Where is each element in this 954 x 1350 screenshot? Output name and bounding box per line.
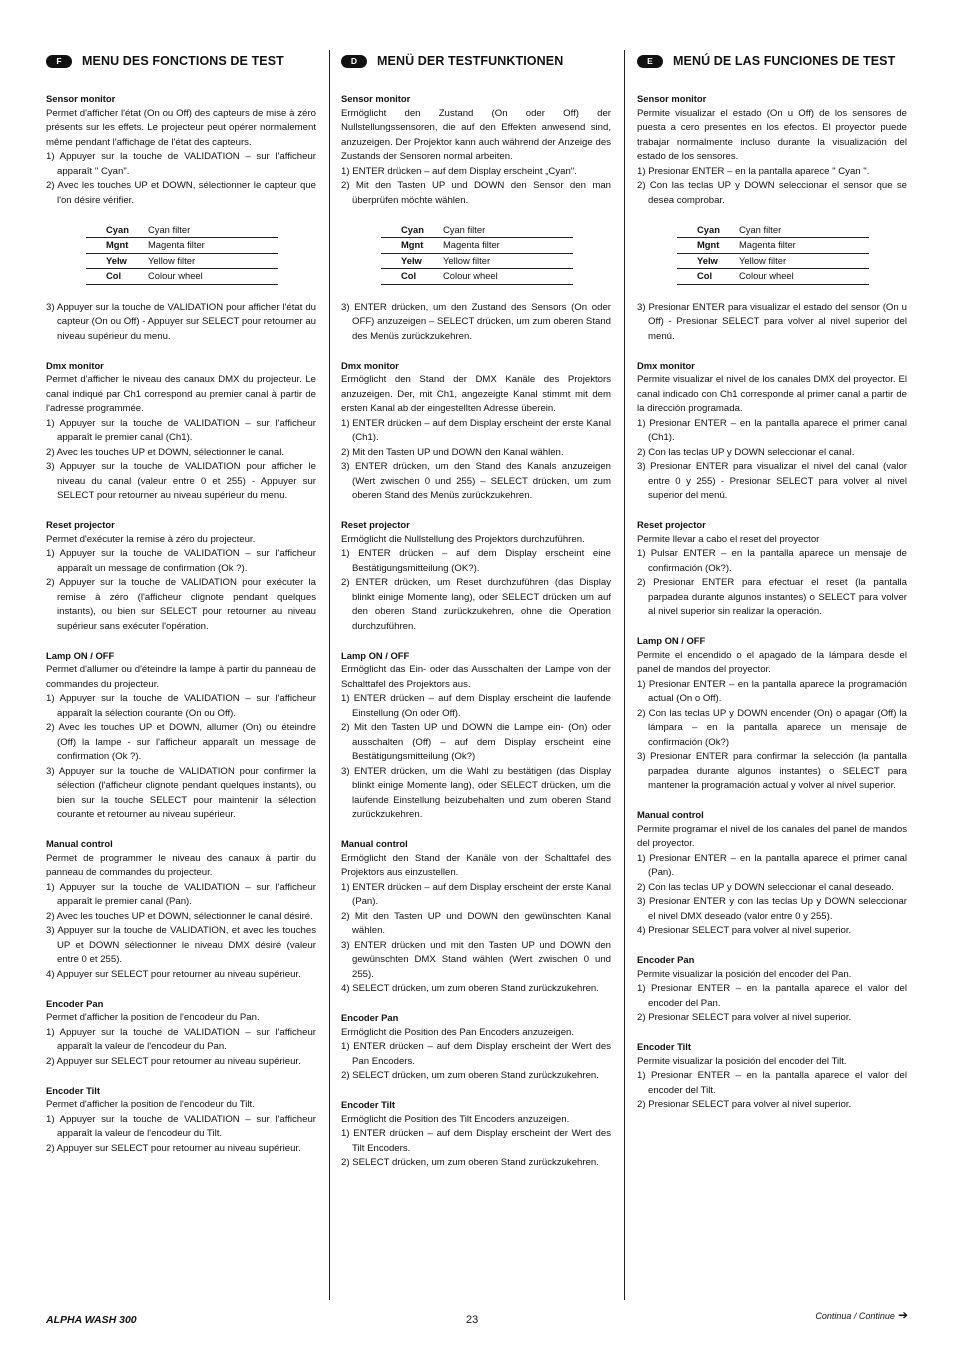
section-title: Encoder Tilt bbox=[341, 1099, 396, 1110]
step-item: 1) Appuyer sur la touche de VALIDATION – sur l'afficheur apparaît un message de confirmation (Ok ?). bbox=[46, 548, 316, 574]
menu-section bbox=[637, 953, 907, 1026]
table-row bbox=[677, 238, 869, 254]
step-item: 1) Appuyer sur la touche de VALIDATION – sur l'afficheur apparaît la valeur de l'encodeur du Tilt. bbox=[46, 1113, 316, 1139]
step-list bbox=[46, 881, 316, 983]
sensor-name: Colour wheel bbox=[739, 269, 869, 285]
step-item: 1) Presionar ENTER – en la pantalla aparece " Cyan ". bbox=[637, 165, 870, 177]
menu-section bbox=[341, 1011, 611, 1084]
continue-label: Continua / Continue bbox=[815, 1311, 895, 1321]
step-item: 3) Appuyer sur la touche de VALIDATION pour afficher le niveau du canal (valeur entre 0 et 255) - Appuyer sur SELECT pour retourner au niveau supérieur du menu. bbox=[46, 461, 316, 501]
menu-section bbox=[637, 92, 907, 208]
page-number: 23 bbox=[466, 1314, 479, 1326]
step-item: 1) Pulsar ENTER – en la pantalla aparece un mensaje de confirmación (Ok?). bbox=[637, 548, 907, 574]
menu-section bbox=[46, 359, 316, 504]
table-row bbox=[381, 238, 573, 254]
step-list bbox=[46, 417, 316, 504]
step-item: 3) Appuyer sur la touche de VALIDATION pour afficher l'état du capteur (On ou Off) - Appuyer sur SELECT pour retourner au niveau supérieur du menu. bbox=[46, 301, 316, 342]
continue-note bbox=[815, 1308, 908, 1322]
step-item: 2) Con las teclas UP y DOWN seleccionar el sensor que se desea comprobar. bbox=[637, 180, 907, 206]
step-list bbox=[341, 165, 611, 209]
step-list bbox=[46, 150, 316, 208]
step-item: 2) Appuyer sur SELECT pour retourner au niveau supérieur. bbox=[46, 1055, 301, 1067]
section-title: Dmx monitor bbox=[637, 359, 695, 371]
menu-section bbox=[46, 997, 316, 1070]
sensor-name: Magenta filter bbox=[739, 238, 869, 254]
menu-section bbox=[637, 634, 907, 794]
menu-section bbox=[46, 301, 316, 345]
sensor-name: Yellow filter bbox=[148, 253, 278, 269]
step-item: 1) Appuyer sur la touche de VALIDATION – sur l'afficheur apparaît la sélection courante (On ou Off). bbox=[46, 693, 316, 719]
arrow-right-icon: ➔ bbox=[897, 1308, 908, 1322]
section-title: Encoder Pan bbox=[341, 1012, 399, 1023]
step-item: 3) Presionar ENTER para visualizar el estado del sensor (On u Off) - Presionar SELECT para volver al nivel superior del menú. bbox=[637, 301, 907, 342]
step-list bbox=[46, 301, 316, 345]
step-item: 1) Appuyer sur la touche de VALIDATION – sur l'afficheur apparaît le premier canal (Pan). bbox=[46, 881, 316, 907]
step-item: 1) ENTER drücken – auf dem Display erscheint der erste Kanal (Ch1). bbox=[341, 417, 611, 443]
column-spanish bbox=[637, 52, 907, 1127]
menu-section bbox=[46, 837, 316, 982]
menu-section bbox=[46, 649, 316, 823]
step-item: 3) ENTER drücken, um den Stand des Kanals anzuzeigen (Wert zwischen 0 und 255) – SELECT drücken, um zum oberen Stand des Menüs zurückzukehren. bbox=[341, 461, 611, 501]
step-list bbox=[46, 692, 316, 823]
step-list bbox=[46, 547, 316, 634]
sensor-code: Mgnt bbox=[677, 238, 739, 254]
step-list bbox=[341, 301, 611, 345]
step-item: 3) Presionar ENTER para confirmar la selección (la pantalla parpadea durante algunos instantes) o SELECT para mantener la programación actual y volver al nivel superior. bbox=[637, 751, 907, 791]
sensor-code: Yelw bbox=[381, 253, 443, 269]
menu-section bbox=[341, 301, 611, 345]
sensor-name: Colour wheel bbox=[443, 269, 573, 285]
section-title: Sensor monitor bbox=[46, 93, 116, 104]
section-description: Permet de programmer le niveau des canaux à partir du panneau de commandes du projecteur. bbox=[46, 852, 316, 878]
menu-section bbox=[637, 301, 907, 345]
step-item: 1) Presionar ENTER – en la pantalla aparece la programación actual (On o Off). bbox=[637, 678, 907, 704]
section-description: Ermöglicht den Zustand (On oder Off) der Nullstellungssensoren, die auf den Effekten anwesend sind, anzuzeigen. Der Projektor kann auch während der Anzeige des Zustands der Sensoren normal arbeiten. bbox=[341, 107, 611, 162]
column-french bbox=[46, 52, 316, 1171]
table-row bbox=[86, 223, 278, 238]
step-item: 1) Appuyer sur la touche de VALIDATION – sur l'afficheur apparaît la valeur de l'encodeur du Pan. bbox=[46, 1026, 316, 1052]
menu-section bbox=[637, 1040, 907, 1113]
sensor-table bbox=[381, 223, 573, 285]
menu-section bbox=[341, 92, 611, 208]
sensor-code: Col bbox=[381, 269, 443, 285]
step-item: 2) SELECT drücken, um zum oberen Stand zurückzukehren. bbox=[341, 1157, 599, 1168]
section-description: Permet d'afficher la position de l'encodeur du Pan. bbox=[46, 1012, 260, 1023]
step-list bbox=[341, 692, 611, 823]
section-title: Dmx monitor bbox=[341, 359, 399, 371]
sensor-name: Yellow filter bbox=[739, 253, 869, 269]
section-title: Lamp ON / OFF bbox=[341, 649, 410, 661]
step-list bbox=[341, 1040, 611, 1084]
section-title: Sensor monitor bbox=[637, 93, 707, 104]
section-heading: MENU DES FONCTIONS DE TEST bbox=[82, 53, 284, 68]
column-header bbox=[46, 52, 316, 70]
section-description: Permet d'exécuter la remise à zéro du projecteur. bbox=[46, 533, 256, 545]
step-item: 1) ENTER drücken – auf dem Display erscheint eine Bestätigungsmitteilung (OK?). bbox=[341, 548, 611, 574]
step-list bbox=[637, 417, 907, 504]
step-item: 2) Avec les touches UP et DOWN, sélectionner le canal désiré. bbox=[46, 910, 313, 922]
table-row bbox=[677, 253, 869, 269]
step-item: 2) Mit den Tasten UP und DOWN den Kanal wählen. bbox=[341, 446, 564, 458]
step-item: 1) ENTER drücken – auf dem Display erscheint der Wert des Pan Encoders. bbox=[341, 1041, 611, 1067]
step-item: 3) ENTER drücken und mit den Tasten UP und DOWN den gewünschten DMX Stand wählen (Wert zwischen 0 und 255). bbox=[341, 939, 611, 980]
sensor-name: Cyan filter bbox=[443, 223, 573, 238]
table-row bbox=[86, 253, 278, 269]
column-divider bbox=[624, 50, 625, 1300]
section-description: Permite visualizar el estado (On u Off) de los sensores de puesta a cero presentes en los efectos. El proyector puede trabajar normalmente incluso durante la visualización del estado de los sensores. bbox=[637, 107, 907, 162]
section-title: Reset projector bbox=[46, 519, 115, 530]
step-item: 2) Con las teclas UP y DOWN seleccionar el canal. bbox=[637, 446, 855, 458]
column-divider bbox=[329, 50, 330, 1300]
menu-section bbox=[341, 649, 611, 823]
section-heading: MENÚ DE LAS FUNCIONES DE TEST bbox=[673, 53, 896, 68]
table-row bbox=[677, 269, 869, 285]
table-row bbox=[677, 223, 869, 238]
step-item: 2) Presionar SELECT para volver al nivel superior. bbox=[637, 1099, 852, 1110]
section-description: Ermöglicht den Stand der DMX Kanäle des Projektors anzuzeigen. Der, mit Ch1, angezeigte Kanal stimmt mit dem ersten Kanal ab der eingestellten Adresse überein. bbox=[341, 374, 611, 414]
section-description: Permet d'allumer ou d'éteindre la lampe à partir du panneau de commandes du projecteur. bbox=[46, 664, 316, 690]
sensor-name: Magenta filter bbox=[148, 238, 278, 254]
section-title: Sensor monitor bbox=[341, 93, 411, 104]
section-title: Manual control bbox=[46, 838, 113, 849]
sensor-name: Cyan filter bbox=[739, 223, 869, 238]
sensor-code: Yelw bbox=[86, 253, 148, 269]
sensor-name: Cyan filter bbox=[148, 223, 278, 238]
menu-section bbox=[341, 518, 611, 634]
menu-section bbox=[341, 1098, 611, 1171]
step-item: 1) ENTER drücken – auf dem Display erscheint der Wert des Tilt Encoders. bbox=[341, 1128, 611, 1154]
section-heading: MENÜ DER TESTFUNKTIONEN bbox=[377, 53, 564, 68]
section-title: Dmx monitor bbox=[46, 359, 104, 371]
section-description: Permet d'afficher le niveau des canaux DMX du projecteur. Le canal indiqué par Ch1 correspond au premier canal à partir de l'adresse programmée. bbox=[46, 374, 316, 414]
section-description: Permite visualizar el nivel de los canales DMX del proyector. El canal indicado con Ch1 corresponde al primer canal a partir de la dirección programada. bbox=[637, 374, 907, 414]
sensor-table bbox=[677, 223, 869, 285]
step-item: 3) Presionar ENTER para visualizar el nivel del canal (valor entre 0 y 255) - Presionar SELECT para volver al nivel superior del menú. bbox=[637, 461, 907, 501]
step-item: 2) Appuyer sur SELECT pour retourner au niveau supérieur. bbox=[46, 1142, 301, 1154]
section-description: Permite llevar a cabo el reset del proyector bbox=[637, 533, 820, 545]
step-item: 2) Avec les touches UP et DOWN, sélectionner le canal. bbox=[46, 446, 285, 458]
sensor-table bbox=[86, 223, 278, 285]
step-item: 4) Presionar SELECT para volver al nivel superior. bbox=[637, 925, 852, 936]
section-description: Ermöglicht die Nullstellung des Projektors durchzuführen. bbox=[341, 533, 585, 545]
sensor-code: Col bbox=[86, 269, 148, 285]
step-item: 2) Mit den Tasten UP und DOWN die Lampe ein- (On) oder ausschalten (Off) – auf dem Display erscheint eine Bestätigungsmitteilung (Ok?) bbox=[341, 722, 611, 762]
step-item: 1) ENTER drücken – auf dem Display erscheint der erste Kanal (Pan). bbox=[341, 881, 611, 907]
menu-section bbox=[46, 1084, 316, 1157]
step-item: 3) Presionar ENTER y con las teclas Up y DOWN seleccionar el nivel DMX deseado (valor entre 0 y 255). bbox=[637, 896, 907, 922]
section-title: Encoder Pan bbox=[637, 954, 695, 965]
sensor-code: Mgnt bbox=[381, 238, 443, 254]
section-description: Permet d'afficher l'état (On ou Off) des capteurs de mise à zéro présents sur les effets. Le projecteur peut opérer normalement même pendant l'affichage de l'état des capteurs. bbox=[46, 107, 316, 148]
section-title: Encoder Tilt bbox=[637, 1041, 692, 1052]
sensor-name: Yellow filter bbox=[443, 253, 573, 269]
section-title: Manual control bbox=[341, 838, 408, 849]
menu-section bbox=[46, 92, 316, 208]
menu-section bbox=[341, 837, 611, 997]
table-row bbox=[86, 269, 278, 285]
step-list bbox=[637, 1069, 907, 1113]
step-item: 4) Appuyer sur SELECT pour retourner au niveau supérieur. bbox=[46, 968, 301, 980]
step-list bbox=[637, 547, 907, 620]
step-item: 2) Avec les touches UP et DOWN, sélectionner le capteur que l'on désire vérifier. bbox=[46, 180, 316, 206]
step-item: 2) ENTER drücken, um Reset durchzuführen (das Display blinkt einige Momente lang), oder SELECT drücken um auf den oberen Stand zurückzukehren, ohne die Operation durchzuführen. bbox=[341, 577, 611, 632]
sensor-code: Cyan bbox=[677, 223, 739, 238]
step-item: 2) SELECT drücken, um zum oberen Stand zurückzukehren. bbox=[341, 1070, 599, 1081]
step-item: 3) ENTER drücken, um den Zustand des Sensors (On oder OFF) anzuzeigen – SELECT drücken, um zum oberen Stand des Menüs zurückzukehren. bbox=[341, 301, 611, 342]
step-list bbox=[637, 852, 907, 939]
sensor-code: Yelw bbox=[677, 253, 739, 269]
step-item: 1) Appuyer sur la touche de VALIDATION – sur l'afficheur apparaît le premier canal (Ch1). bbox=[46, 417, 316, 443]
step-item: 1) ENTER drücken – auf dem Display erscheint die laufende Einstellung (On oder Off). bbox=[341, 693, 611, 719]
step-item: 2) Presionar ENTER para efectuar el reset (la pantalla parpadea durante algunos instantes) o SELECT para volver al nivel superior sin realizar la operación. bbox=[637, 577, 907, 617]
step-item: 1) Presionar ENTER – en la pantalla aparece el valor del encoder del Pan. bbox=[637, 983, 907, 1009]
section-title: Reset projector bbox=[341, 519, 410, 530]
step-item: 2) Con las teclas UP y DOWN seleccionar el canal deseado. bbox=[637, 881, 894, 893]
menu-section bbox=[637, 808, 907, 939]
step-list bbox=[637, 301, 907, 345]
step-list bbox=[46, 1113, 316, 1157]
step-item: 2) Con las teclas UP y DOWN encender (On) o apagar (Off) la lámpara – en la pantalla aparece un mensaje de confirmación (Ok?) bbox=[637, 707, 907, 748]
step-item: 2) Mit den Tasten UP und DOWN den gewünschten Kanal wählen. bbox=[341, 910, 611, 936]
menu-section bbox=[637, 359, 907, 504]
sensor-code: Cyan bbox=[86, 223, 148, 238]
section-title: Encoder Tilt bbox=[46, 1084, 101, 1096]
section-title: Reset projector bbox=[637, 519, 706, 530]
menu-section bbox=[637, 518, 907, 620]
step-item: 3) Appuyer sur la touche de VALIDATION, et avec les touches UP et DOWN sélectionner le niveau DMX désiré (valeur entre 0 et 255). bbox=[46, 925, 316, 965]
sensor-code: Cyan bbox=[381, 223, 443, 238]
sensor-name: Colour wheel bbox=[148, 269, 278, 285]
table-row bbox=[381, 223, 573, 238]
section-description: Ermöglicht die Position des Tilt Encoders anzuzeigen. bbox=[341, 1113, 570, 1125]
step-item: 3) Appuyer sur la touche de VALIDATION pour confirmer la sélection (l'afficheur clignote pendant quelques instants), ou bien sur la touche SELECT pour maintenir la sélection courante et retourner au niveau supérieur. bbox=[46, 765, 316, 820]
step-list bbox=[637, 982, 907, 1026]
language-badge: E bbox=[637, 55, 663, 68]
section-description: Ermöglicht das Ein- oder das Ausschalten der Lampe von der Schalttafel des Projektors aus. bbox=[341, 664, 611, 690]
sensor-code: Mgnt bbox=[86, 238, 148, 254]
step-item: 2) Presionar SELECT para volver al nivel superior. bbox=[637, 1012, 852, 1023]
step-list bbox=[341, 417, 611, 504]
section-title: Lamp ON / OFF bbox=[46, 649, 115, 661]
section-title: Lamp ON / OFF bbox=[637, 635, 706, 646]
step-list bbox=[46, 1026, 316, 1070]
step-item: 1) Presionar ENTER – en la pantalla aparece el primer canal (Ch1). bbox=[637, 417, 907, 443]
step-item: 4) SELECT drücken, um zum oberen Stand zurückzukehren. bbox=[341, 983, 599, 994]
column-german bbox=[341, 52, 611, 1185]
menu-section bbox=[341, 359, 611, 504]
section-description: Ermöglicht die Position des Pan Encoders anzuzeigen. bbox=[341, 1026, 575, 1038]
table-row bbox=[381, 269, 573, 285]
product-name: ALPHA WASH 300 bbox=[46, 1314, 137, 1326]
section-description: Permite visualizar la posición del encoder del Tilt. bbox=[637, 1055, 847, 1067]
step-item: 2) Mit den Tasten UP und DOWN den Sensor den man überprüfen möchte wählen. bbox=[341, 180, 611, 206]
section-description: Permite visualizar la posición del encoder del Pan. bbox=[637, 968, 852, 980]
step-list bbox=[637, 678, 907, 794]
language-badge: D bbox=[341, 55, 367, 68]
sensor-name: Magenta filter bbox=[443, 238, 573, 254]
step-item: 1) Presionar ENTER – en la pantalla aparece el valor del encoder del Tilt. bbox=[637, 1070, 907, 1096]
section-description: Permite el encendido o el apagado de la lámpara desde el panel de mandos del proyector. bbox=[637, 649, 907, 675]
step-item: 1) Presionar ENTER – en la pantalla aparece el primer canal (Pan). bbox=[637, 852, 907, 878]
step-list bbox=[637, 165, 907, 209]
column-header bbox=[637, 52, 907, 70]
table-row bbox=[86, 238, 278, 254]
language-badge: F bbox=[46, 55, 72, 68]
section-title: Encoder Pan bbox=[46, 997, 104, 1009]
section-title: Manual control bbox=[637, 809, 704, 820]
step-list bbox=[341, 1127, 611, 1171]
column-header bbox=[341, 52, 611, 70]
table-row bbox=[381, 253, 573, 269]
section-description: Ermöglicht den Stand der Kanäle von der Schalttafel des Projektors aus einzustellen. bbox=[341, 852, 611, 878]
step-item: 3) ENTER drücken, um die Wahl zu bestätigen (das Display blinkt einige Momente lang), oder SELECT drücken, um die laufende Einstellung beizubehalten und zum oberen Stand zurückzukehren. bbox=[341, 765, 611, 820]
section-description: Permet d'afficher la position de l'encodeur du Tilt. bbox=[46, 1099, 255, 1110]
step-item: 1) ENTER drücken – auf dem Display erscheint „Cyan". bbox=[341, 165, 577, 177]
step-item: 2) Avec les touches UP et DOWN, allumer (On) ou éteindre (Off) la lampe - sur l'afficheur apparaît un message de confirmation (Ok ?). bbox=[46, 722, 316, 762]
section-description: Permite programar el nivel de los canales del panel de mandos del proyector. bbox=[637, 823, 907, 849]
sensor-code: Col bbox=[677, 269, 739, 285]
step-item: 2) Appuyer sur la touche de VALIDATION pour exécuter la remise à zéro (l'afficheur clignote pendant quelques instants), ou bien sur SELECT pour retourner au niveau supérieur sans exécuter l'opération. bbox=[46, 577, 316, 632]
menu-section bbox=[46, 518, 316, 634]
step-list bbox=[341, 547, 611, 634]
step-list bbox=[341, 881, 611, 997]
step-item: 1) Appuyer sur la touche de VALIDATION – sur l'afficheur apparaît " Cyan". bbox=[46, 151, 316, 177]
